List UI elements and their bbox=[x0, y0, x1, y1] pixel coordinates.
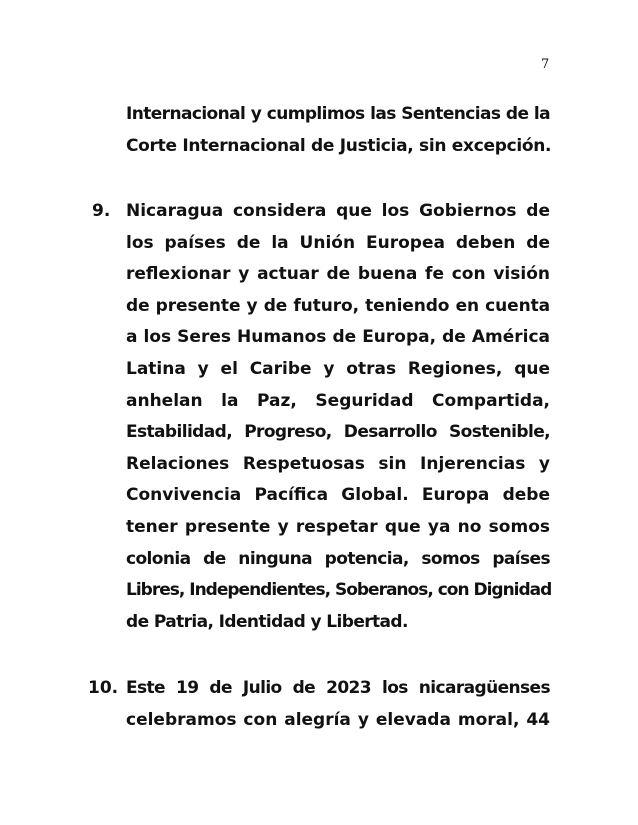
item-number: 10. bbox=[88, 678, 119, 698]
continuation-paragraph bbox=[126, 99, 550, 162]
paragraph-line: Convivencia Pacífica Global. Europa debe bbox=[126, 485, 550, 506]
paragraph-line: colonia de ninguna potencia, somos países bbox=[126, 548, 550, 569]
paragraph-line: Este 19 de Julio de 2023 los nicaragüenses bbox=[126, 678, 550, 698]
page-number: 7 bbox=[541, 57, 550, 72]
paragraph-line: reflexionar y actuar de buena fe con visión bbox=[126, 264, 550, 285]
paragraph-line: los países de la Unión Europea deben de bbox=[126, 232, 550, 253]
paragraph-line: de Patria, Identidad y Libertad. bbox=[126, 611, 408, 632]
paragraph-line: de presente y de futuro, teniendo en cuenta bbox=[126, 295, 550, 316]
item-number: 9. bbox=[92, 201, 111, 221]
paragraph-line: Latina y el Caribe y otras Regiones, que bbox=[126, 358, 550, 379]
item-10-paragraph bbox=[126, 673, 550, 736]
paragraph-line: a los Seres Humanos de Europa, de América bbox=[126, 327, 550, 348]
paragraph-line: Relaciones Respetuosas sin Injerencias y bbox=[126, 453, 550, 474]
item-9-paragraph bbox=[126, 196, 550, 638]
paragraph-line: Estabilidad, Progreso, Desarrollo Sostenible, bbox=[126, 422, 550, 443]
paragraph-line: Corte Internacional de Justicia, sin excepción. bbox=[126, 135, 552, 156]
paragraph-line: tener presente y respetar que ya no somos bbox=[126, 516, 550, 537]
paragraph-line: Nicaragua considera que los Gobiernos de bbox=[126, 201, 550, 221]
paragraph-line: Internacional y cumplimos las Sentencias de la bbox=[126, 104, 550, 124]
paragraph-line: anhelan la Paz, Seguridad Compartida, bbox=[126, 390, 550, 411]
paragraph-line: celebramos con alegría y elevada moral, 44 bbox=[126, 709, 550, 730]
paragraph-line: Libres, Independientes, Soberanos, con Dignidad bbox=[126, 580, 552, 601]
